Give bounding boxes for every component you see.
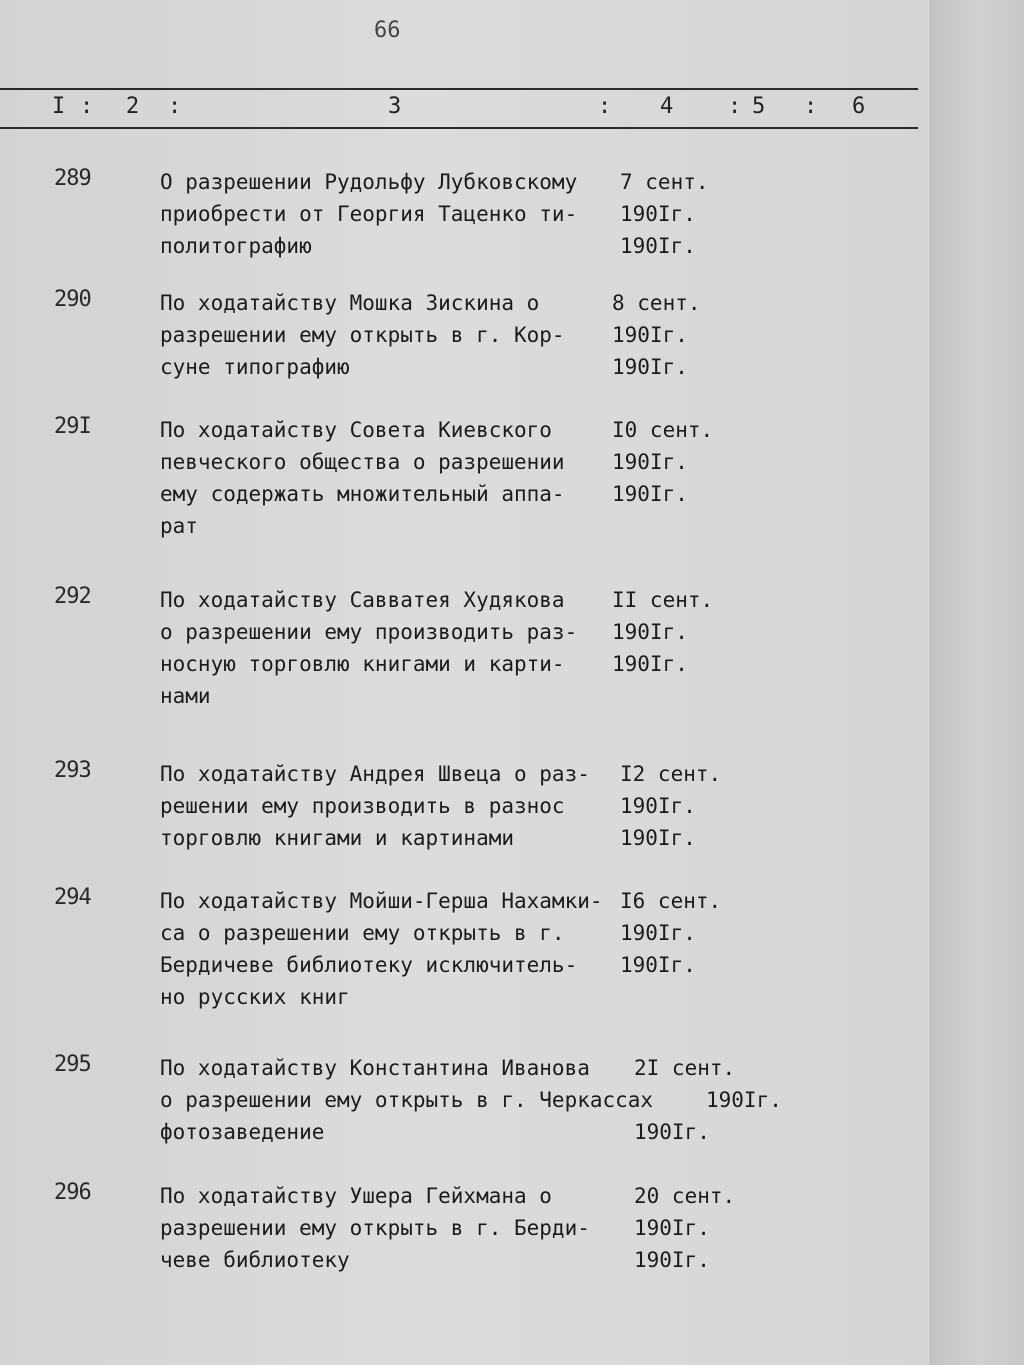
entry-description: По ходатайству Мойши-Герша Нахамки- са о разрешении ему открыть в г. Бердичеве библиотеку исключитель- но русских книг [160,889,603,1009]
column-header-5: 5 [752,94,766,119]
entry-dates: 20 сент. 190Iг. 190Iг. [634,1184,736,1272]
column-separator: : [168,94,182,119]
entry-number: 29I [54,414,91,439]
entry-description: По ходатайству Андрея Швеца о раз- решении ему производить в разнос торговлю книгами и картинами [160,762,590,850]
entry-description: По ходатайству Константина Иванова о разрешении ему открыть в г. Черкассах фотозаведение [160,1056,654,1144]
entry-dates: I0 сент. 190Iг. 190Iг. [612,418,714,506]
column-separator: : [598,94,612,119]
entry-number: 289 [54,166,91,191]
entry-number: 292 [54,584,91,609]
column-header-2: 2 [126,94,140,119]
column-header-3: 3 [388,94,402,119]
column-separator: : [728,94,742,119]
entry-number: 295 [54,1052,91,1077]
entry-description: По ходатайству Мошка Зискина о разрешении ему открыть в г. Кор- суне типографию [160,291,565,379]
entry-description: По ходатайству Савватея Худякова о разрешении ему производить раз- носную торговлю книгами и карти- нами [160,588,578,708]
header-rule-bottom [0,127,918,129]
entry-number: 293 [54,758,91,783]
entry-number: 296 [54,1180,91,1205]
entry-dates: II сент. 190Iг. 190Iг. [612,588,714,676]
entry-description: О разрешении Рудольфу Лубковскому приобрести от Георгия Таценко ти- политографию [160,170,578,258]
column-separator: : [80,94,94,119]
page-edge [930,0,1024,1365]
entry-dates: 8 сент. 190Iг. 190Iг. [612,291,701,379]
entry-dates: I2 сент. 190Iг. 190Iг. [620,762,722,850]
column-separator: : [804,94,818,119]
entry-description: По ходатайству Ушера Гейхмана о разрешении ему открыть в г. Берди- чеве библиотеку [160,1184,590,1272]
entry-dates: 2I сент. 190Iг. 190Iг. [634,1056,782,1144]
page-number: 66 [374,18,401,43]
entry-number: 294 [54,885,91,910]
header-rule-top [0,88,918,90]
column-header-1: I [52,94,66,119]
column-header-6: 6 [852,94,866,119]
entry-dates: 7 сент. 190Iг. 190Iг. [620,170,709,258]
column-header-4: 4 [660,94,674,119]
entry-number: 290 [54,287,91,312]
entry-description: По ходатайству Совета Киевского певческого общества о разрешении ему содержать множительный аппа- рат [160,418,565,538]
entry-dates: I6 сент. 190Iг. 190Iг. [620,889,722,977]
